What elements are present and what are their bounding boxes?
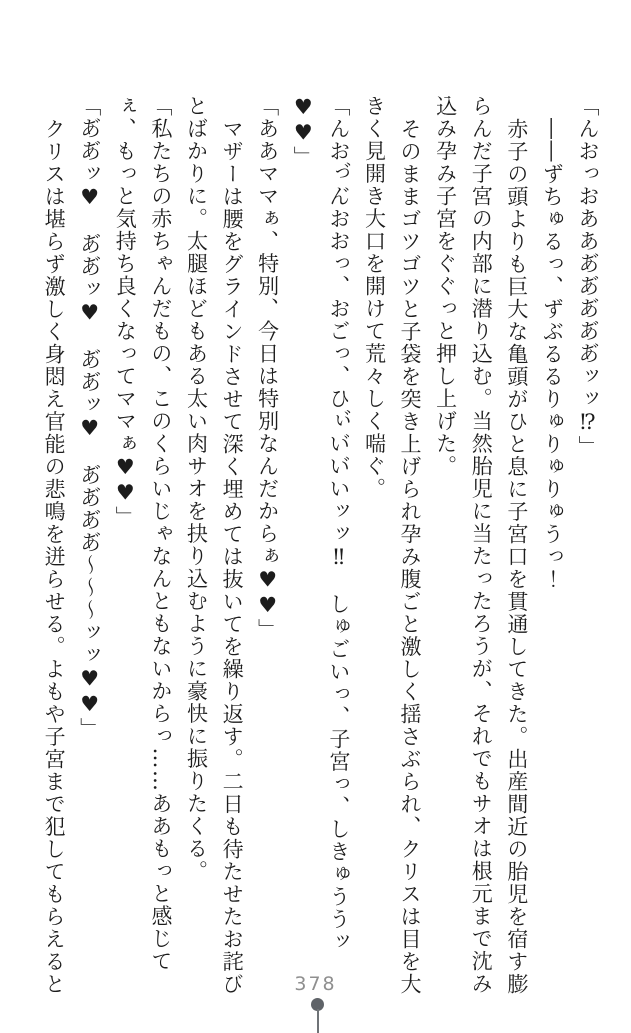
paragraph: 赤子の頭よりも巨大な亀頭がひと息に子宮口を貫通してきた。出産間近の胎児を宿す膨らんだ子宮の内部に潜り込む。当然胎児に当たったろうが、それでもサオは根元まで沈み込み孕み子宮をぐぐっと押し上げた。 [433, 95, 529, 995]
paragraph: 「あ゙あ゙ッ♥ あ゙あ゙ッ♥ あ゙あ゙ッ♥ あ゙あ゙あ゙あ゙～～～ッッ♥♥」 [77, 95, 102, 740]
paragraph: マザーは腰をグラインドさせて深く埋めては抜いてを繰り返す。二日も待たせたお詫びとばかりに。太腿ほどもある太い肉サオを抉り込むように豪快に振りたくる。 [184, 95, 245, 995]
position-marker-icon [310, 998, 325, 1033]
paragraph: 「私たちの赤ちゃんだもの、このくらいじゃなんともないからっ……ああもっと感じてぇ、もっと気持ち良くなってママぁ♥♥」 [113, 95, 173, 973]
paragraph: 「ああママぁ、特別、今日は特別なんだからぁ♥♥」 [255, 95, 280, 641]
marker-stem [317, 1009, 319, 1033]
paragraph: 「んおっおあああ゙あ゙あ゙あ゙あ゙ッッ⁉」 [576, 95, 600, 458]
paragraph: そのままゴツゴツと子袋を突き上げられ孕み腹ごと激しく揺さぶられ、クリスは目を大きく見開き大口を開けて荒々しく喘ぐ。 [362, 95, 423, 995]
page-footer [0, 943, 631, 1033]
page-number: 378 [294, 973, 337, 995]
paragraph: クリスは堪らず激しく身悶え官能の悲鳴を迸らせる。よもや子宮まで犯してもらえると [42, 117, 67, 995]
paragraph: ――ずちゅるっ、ずぶるるりゅりゅりゅうっ！ [540, 117, 565, 590]
paragraph: 「んおっ゙ん゙おおっ、おごっ、ひぃ゙い゙い゙いッッ‼ しゅごいっ、子宮っ、しきゅううッ♥♥」 [291, 95, 351, 953]
